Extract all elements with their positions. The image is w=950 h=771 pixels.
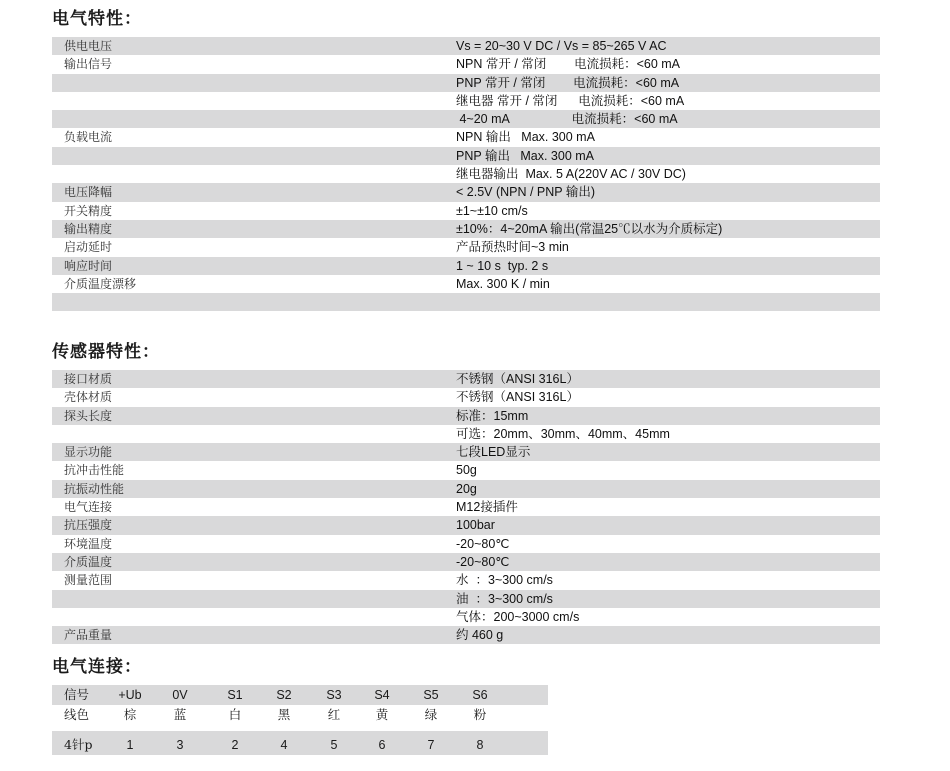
spec-row bbox=[52, 55, 880, 73]
spec-row bbox=[52, 92, 880, 110]
spec-label: 开关精度 bbox=[64, 203, 113, 218]
spec-value: < 2.5V (NPN / PNP 输出) bbox=[456, 185, 596, 200]
connection-cell: S2 bbox=[276, 688, 292, 702]
spec-row bbox=[52, 257, 880, 275]
spec-row bbox=[52, 110, 880, 128]
spec-row bbox=[52, 626, 880, 644]
spec-label: 负载电流 bbox=[64, 130, 113, 145]
spec-row bbox=[52, 498, 880, 516]
spec-row bbox=[52, 516, 880, 534]
spec-row bbox=[52, 553, 880, 571]
spec-label: 响应时间 bbox=[64, 258, 113, 273]
spec-value: 继电器 常开 / 常闭 电流损耗：<60 mA bbox=[456, 93, 685, 108]
spec-value: 不锈钢（ANSI 316L） bbox=[456, 390, 579, 405]
connection-cell: 线色 bbox=[64, 707, 90, 722]
section-title-connection: 电气连接： bbox=[52, 657, 142, 677]
spec-value: 水 ：3~300 cm/s bbox=[456, 573, 553, 588]
spec-label: 介质温度漂移 bbox=[64, 276, 137, 291]
spec-row bbox=[52, 74, 880, 92]
connection-cell: 6 bbox=[378, 738, 386, 752]
spec-row bbox=[52, 183, 880, 201]
spec-value: 继电器输出 Max. 5 A(220V AC / 30V DC) bbox=[456, 167, 686, 182]
spec-label: 抗冲击性能 bbox=[64, 463, 125, 478]
spec-value: ±10%：4~20mA 输出(常温25℃以水为介质标定) bbox=[456, 221, 723, 236]
spec-value: 1 ~ 10 s typ. 2 s bbox=[456, 258, 549, 273]
electrical-specs-table bbox=[52, 37, 880, 311]
spec-label: 测量范围 bbox=[64, 573, 113, 588]
connection-cell: 白 bbox=[228, 708, 242, 722]
connection-cell: S1 bbox=[227, 688, 243, 702]
spec-row bbox=[52, 370, 880, 388]
spec-label: 壳体材质 bbox=[64, 390, 113, 405]
connection-cell: 粉 bbox=[473, 708, 487, 722]
spec-label: 产品重量 bbox=[64, 628, 113, 643]
spec-value: 标准：15mm bbox=[456, 408, 529, 423]
spec-value: 油 ：3~300 cm/s bbox=[456, 591, 553, 606]
spec-row bbox=[52, 443, 880, 461]
spec-row bbox=[52, 535, 880, 553]
spec-value: 可选：20mm、30mm、40mm、45mm bbox=[456, 426, 670, 441]
connection-cell: 2 bbox=[231, 738, 239, 752]
connection-cell: S6 bbox=[472, 688, 488, 702]
spec-row bbox=[52, 165, 880, 183]
sensor-specs-table bbox=[52, 370, 880, 644]
connection-cell: 黄 bbox=[375, 708, 389, 722]
spec-value: Vs = 20~30 V DC / Vs = 85~265 V AC bbox=[456, 39, 667, 53]
spec-row bbox=[52, 202, 880, 220]
spec-row bbox=[52, 590, 880, 608]
spec-value: 约 460 g bbox=[456, 628, 504, 643]
spec-label: 探头长度 bbox=[64, 408, 113, 423]
connection-cell: 蓝 bbox=[173, 708, 187, 722]
spec-value: 100bar bbox=[456, 518, 495, 533]
connection-cell: 4针p bbox=[64, 737, 93, 752]
connection-cell: 0V bbox=[172, 688, 188, 702]
connection-table bbox=[52, 685, 548, 755]
connection-cell: 8 bbox=[476, 738, 484, 752]
spec-value: 气体：200~3000 cm/s bbox=[456, 609, 580, 624]
connection-cell: 黑 bbox=[277, 708, 291, 722]
spec-label: 抗压强度 bbox=[64, 518, 113, 533]
section-title-sensor: 传感器特性： bbox=[52, 342, 160, 362]
spec-label: 输出信号 bbox=[64, 57, 113, 72]
spec-value: 七段LED显示 bbox=[456, 445, 531, 460]
spec-row bbox=[52, 220, 880, 238]
connection-cell: 信号 bbox=[64, 687, 90, 702]
spec-value: NPN 输出 Max. 300 mA bbox=[456, 130, 595, 145]
connection-cell: +Ub bbox=[118, 688, 142, 702]
spec-row bbox=[52, 293, 880, 311]
spec-value: Max. 300 K / min bbox=[456, 276, 550, 291]
spec-row bbox=[52, 238, 880, 256]
spec-value: -20~80℃ bbox=[456, 554, 510, 569]
spec-value: 20g bbox=[456, 481, 477, 496]
spec-label: 输出精度 bbox=[64, 221, 113, 236]
spec-label: 显示功能 bbox=[64, 445, 113, 460]
spec-label: 环境温度 bbox=[64, 536, 113, 551]
connection-cell: 红 bbox=[327, 708, 341, 722]
spec-row bbox=[52, 480, 880, 498]
connection-cell: S4 bbox=[374, 688, 390, 702]
spec-value: PNP 输出 Max. 300 mA bbox=[456, 148, 595, 163]
spec-label: 接口材质 bbox=[64, 372, 113, 386]
spec-value: 不锈钢（ANSI 316L） bbox=[456, 372, 579, 386]
spec-value: NPN 常开 / 常闭 电流损耗：<60 mA bbox=[456, 57, 680, 72]
connection-cell: 5 bbox=[330, 738, 338, 752]
spec-row bbox=[52, 388, 880, 406]
connection-cell: 7 bbox=[427, 738, 435, 752]
spec-label: 抗振动性能 bbox=[64, 481, 125, 496]
spec-label: 供电电压 bbox=[64, 39, 113, 53]
spec-value: 50g bbox=[456, 463, 477, 478]
spec-label: 电气连接 bbox=[64, 500, 113, 515]
spec-label: 介质温度 bbox=[64, 554, 113, 569]
spec-row bbox=[52, 37, 880, 55]
connection-cell: S3 bbox=[326, 688, 342, 702]
spec-label: 电压降幅 bbox=[64, 185, 113, 200]
spec-row bbox=[52, 407, 880, 425]
spec-value: PNP 常开 / 常闭 电流损耗：<60 mA bbox=[456, 75, 680, 90]
spec-value: ±1~±10 cm/s bbox=[456, 203, 528, 218]
pin-row bbox=[52, 731, 548, 755]
wire-color-row bbox=[52, 705, 548, 725]
spec-row bbox=[52, 128, 880, 146]
spec-value: -20~80℃ bbox=[456, 536, 510, 551]
section-title-electrical: 电气特性： bbox=[52, 9, 142, 29]
spec-value: 产品预热时间~3 min bbox=[456, 240, 569, 255]
spec-row bbox=[52, 608, 880, 626]
connection-cell: 1 bbox=[126, 738, 134, 752]
connection-cell: 绿 bbox=[424, 708, 438, 722]
spec-row bbox=[52, 425, 880, 443]
signal-row bbox=[52, 685, 548, 705]
connection-cell: 棕 bbox=[123, 708, 137, 722]
spec-row bbox=[52, 275, 880, 293]
spec-value: M12接插件 bbox=[456, 500, 518, 515]
connection-cell: 4 bbox=[280, 738, 288, 752]
spec-value: 4~20 mA 电流损耗：<60 mA bbox=[456, 112, 678, 127]
connection-cell: 3 bbox=[176, 738, 184, 752]
spec-row bbox=[52, 571, 880, 589]
connection-cell: S5 bbox=[423, 688, 439, 702]
spec-row bbox=[52, 147, 880, 165]
spec-row bbox=[52, 461, 880, 479]
spec-label: 启动延时 bbox=[64, 240, 113, 255]
